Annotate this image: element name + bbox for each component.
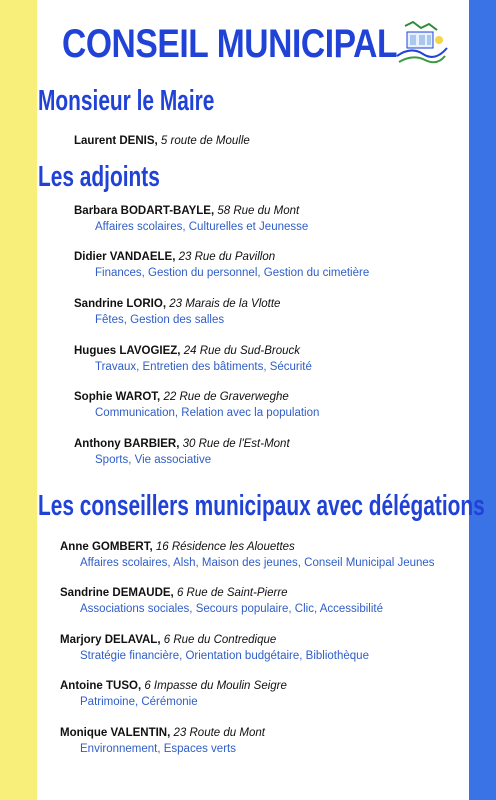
town-logo-icon bbox=[393, 18, 449, 68]
person-address: 58 Rue du Mont bbox=[217, 205, 300, 217]
person-name: Sandrine DEMAUDE, bbox=[60, 587, 174, 599]
person-role: Fêtes, Gestion des salles bbox=[95, 314, 225, 326]
person-address: 22 Rue de Graverweghe bbox=[163, 391, 289, 403]
mayor-heading: Monsieur le Maire bbox=[38, 85, 215, 117]
person-address: 30 Rue de l'Est-Mont bbox=[182, 438, 290, 450]
person-name: Anne GOMBERT, bbox=[60, 541, 153, 553]
adjoint-entry bbox=[74, 296, 280, 328]
adjoint-entry bbox=[74, 436, 290, 468]
person-address: 6 Impasse du Moulin Seigre bbox=[144, 680, 287, 692]
person-name: Barbara BODART-BAYLE, bbox=[74, 205, 215, 217]
person-address: 23 Rue du Pavillon bbox=[178, 251, 276, 263]
conseillers-heading: Les conseillers municipaux avec délégations bbox=[38, 490, 485, 522]
person-address: 23 Marais de la Vlotte bbox=[169, 298, 281, 310]
person-role: Affaires scolaires, Alsh, Maison des jeunes, Conseil Municipal Jeunes bbox=[80, 557, 435, 569]
person-address: 5 route de Moulle bbox=[160, 135, 250, 147]
person-name: Marjory DELAVAL, bbox=[60, 634, 161, 646]
person-address: 23 Route du Mont bbox=[173, 727, 265, 739]
conseiller-entry bbox=[60, 678, 287, 710]
person-name: Laurent DENIS, bbox=[74, 135, 158, 147]
conseiller-entry bbox=[60, 585, 383, 617]
adjoint-entry bbox=[74, 249, 369, 281]
conseiller-entry bbox=[60, 632, 369, 664]
person-name: Anthony BARBIER, bbox=[74, 438, 180, 450]
conseiller-entry bbox=[60, 725, 265, 757]
person-address: 24 Rue du Sud-Brouck bbox=[183, 345, 301, 357]
person-address: 6 Rue de Saint-Pierre bbox=[176, 587, 288, 599]
person-address: 16 Résidence les Alouettes bbox=[155, 541, 295, 553]
person-name: Sandrine LORIO, bbox=[74, 298, 167, 310]
conseiller-entry bbox=[60, 539, 435, 571]
adjoints-heading: Les adjoints bbox=[38, 161, 160, 193]
person-role: Finances, Gestion du personnel, Gestion du cimetière bbox=[95, 267, 370, 279]
person-name: Antoine TUSO, bbox=[60, 680, 142, 692]
adjoint-entry bbox=[74, 343, 312, 375]
person-role: Affaires scolaires, Culturelles et Jeunesse bbox=[95, 221, 309, 233]
person-role: Associations sociales, Secours populaire, Clic, Accessibilité bbox=[80, 603, 383, 615]
person-role: Communication, Relation avec la population bbox=[95, 407, 320, 419]
adjoint-entry bbox=[74, 203, 308, 235]
mayor-entry bbox=[74, 133, 250, 149]
person-role: Travaux, Entretien des bâtiments, Sécurité bbox=[95, 361, 312, 373]
person-role: Patrimoine, Cérémonie bbox=[80, 696, 198, 708]
person-address: 6 Rue du Contredique bbox=[163, 634, 277, 646]
right-color-band bbox=[469, 0, 496, 800]
person-name: Hugues LAVOGIEZ, bbox=[74, 345, 181, 357]
person-role: Stratégie financière, Orientation budgétaire, Bibliothèque bbox=[80, 650, 369, 662]
person-name: Sophie WAROT, bbox=[74, 391, 161, 403]
page-title: CONSEIL MUNICIPAL bbox=[62, 22, 398, 66]
person-role: Environnement, Espaces verts bbox=[80, 743, 236, 755]
person-name: Monique VALENTIN, bbox=[60, 727, 171, 739]
adjoint-entry bbox=[74, 389, 319, 421]
person-name: Didier VANDAELE, bbox=[74, 251, 176, 263]
person-role: Sports, Vie associative bbox=[95, 454, 212, 466]
left-color-band bbox=[0, 0, 37, 800]
